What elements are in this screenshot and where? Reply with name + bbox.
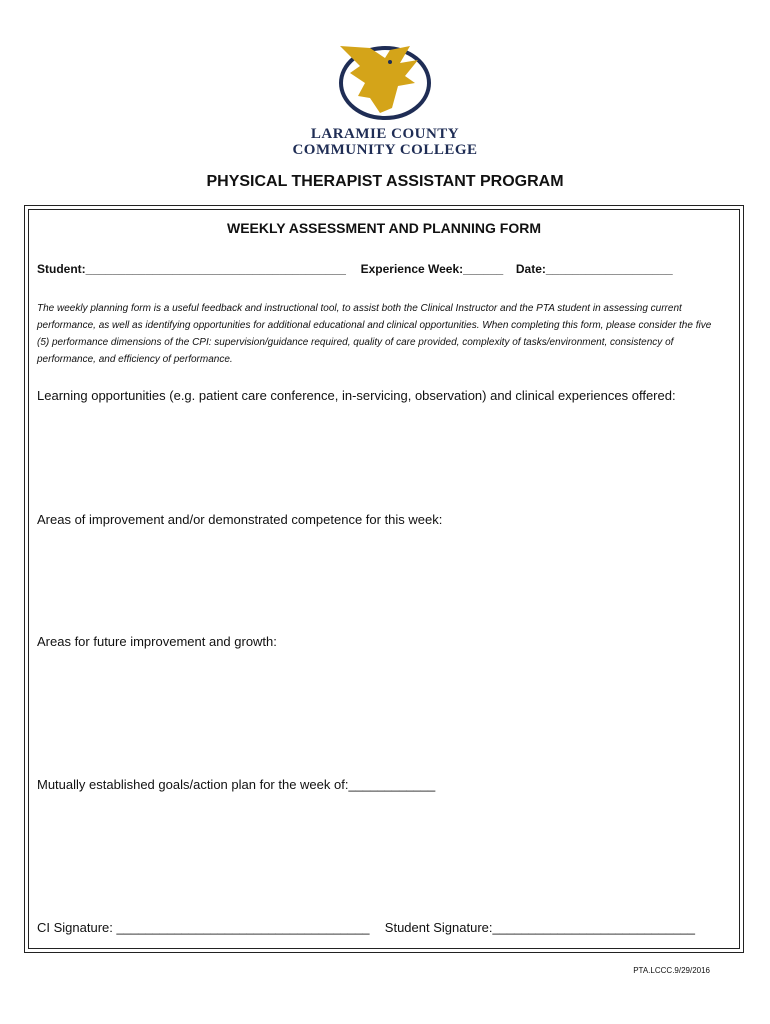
student-info-row xyxy=(37,262,737,276)
college-name-line2: COMMUNITY COLLEGE xyxy=(292,142,478,158)
student-signature-field[interactable]: Student Signature:____________________________ xyxy=(384,920,695,935)
form-title: WEEKLY ASSESSMENT AND PLANNING FORM xyxy=(227,220,541,236)
areas-of-improvement-prompt: Areas of improvement and/or demonstrated competence for this week: xyxy=(37,512,443,527)
form-inner-frame xyxy=(28,209,740,949)
student-field[interactable]: Student:_______________________________________ xyxy=(37,262,346,276)
date-field[interactable]: Date:___________________ xyxy=(515,262,673,276)
program-title: PHYSICAL THERAPIST ASSISTANT PROGRAM xyxy=(206,173,564,190)
signature-row xyxy=(37,920,695,935)
eagle-logo-icon xyxy=(330,38,440,128)
goals-action-plan-prompt[interactable]: Mutually established goals/action plan for the week of:____________ xyxy=(37,777,436,792)
instructions-text: The weekly planning form is a useful feedback and instructional tool, to assist both the Clinical Instructor and the PTA student in assessing current performance, as well as identifying opportunities for additional educational and clinical opportunities. When completing this form, please consider the five (5) performance dimensions of the CPI: supervision/guidance required, quality of care provided, complexity of tasks/environment, consistency of performance, and efficiency of performance. xyxy=(37,303,712,365)
experience-week-field[interactable]: Experience Week:______ xyxy=(360,262,504,276)
college-name-line1: LARAMIE COUNTY xyxy=(310,126,460,142)
future-improvement-prompt: Areas for future improvement and growth: xyxy=(37,634,277,649)
form-code: PTA.LCCC.9/29/2016 xyxy=(633,966,710,975)
form-frame xyxy=(24,205,744,953)
ci-signature-field[interactable]: CI Signature: ___________________________________ xyxy=(37,920,370,935)
learning-opportunities-prompt: Learning opportunities (e.g. patient care conference, in-servicing, observation) and clinical experiences offered: xyxy=(37,388,676,403)
